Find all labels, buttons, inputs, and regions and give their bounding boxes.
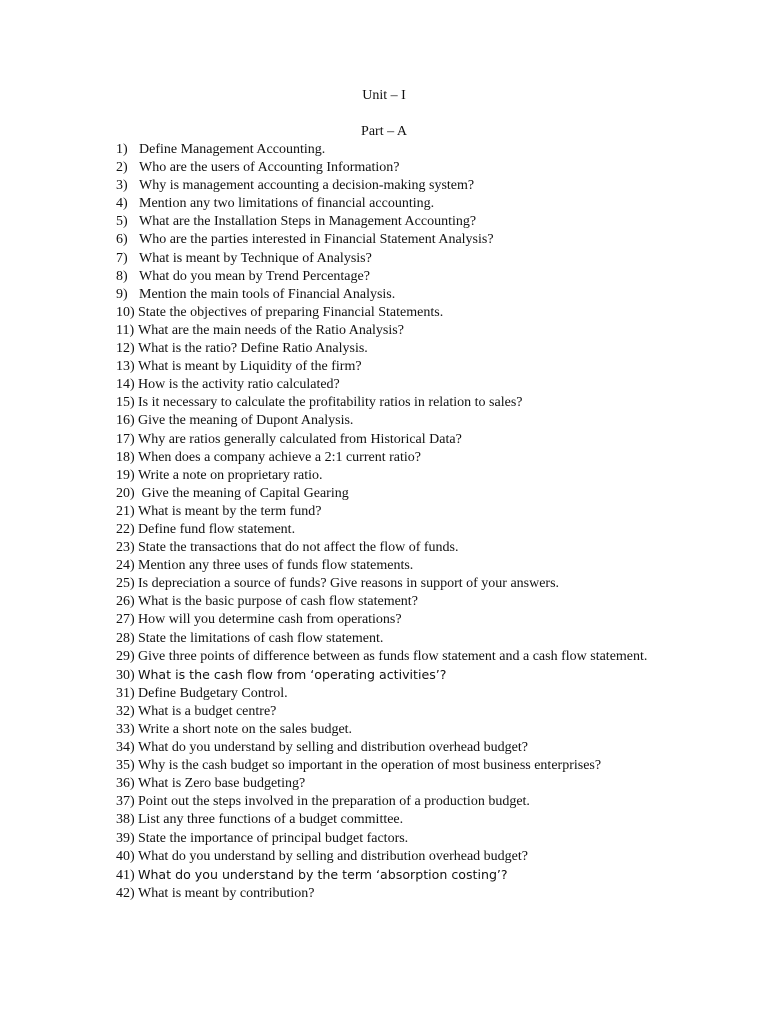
question-number: 18)	[116, 449, 135, 465]
question-text: Who are the parties interested in Financial Statement Analysis?	[139, 232, 494, 248]
question-text: State the limitations of cash flow statement.	[138, 630, 384, 646]
question-item	[116, 340, 676, 358]
question-text: Write a note on proprietary ratio.	[138, 467, 323, 483]
question-number: 25)	[116, 576, 135, 592]
question-number: 37)	[116, 794, 135, 810]
question-number: 14)	[116, 377, 135, 393]
question-number: 15)	[116, 395, 135, 411]
question-item	[116, 250, 676, 268]
question-list	[116, 141, 676, 903]
question-number: 16)	[116, 413, 135, 429]
question-text: Mention any two limitations of financial accounting.	[139, 196, 435, 212]
question-text: Give the meaning of Dupont Analysis.	[138, 413, 354, 429]
question-number: 10)	[116, 304, 135, 320]
question-number: 20)	[116, 485, 135, 501]
question-number: 23)	[116, 540, 135, 556]
question-number: 42)	[116, 885, 135, 901]
question-text: What do you understand by selling and distribution overhead budget?	[138, 740, 528, 756]
question-text: State the transactions that do not affect the flow of funds.	[138, 540, 459, 556]
question-text: What do you mean by Trend Percentage?	[139, 268, 370, 284]
question-number: 22)	[116, 521, 135, 537]
question-text: What are the main needs of the Ratio Analysis?	[138, 322, 404, 338]
question-item	[116, 286, 676, 304]
question-text: Define Management Accounting.	[139, 142, 326, 157]
question-item	[116, 866, 676, 885]
question-item	[116, 358, 676, 376]
question-text: Give three points of difference between as funds flow statement and a cash flow statement.	[138, 648, 648, 664]
question-item	[116, 703, 676, 721]
question-item	[116, 159, 676, 177]
question-item	[116, 793, 676, 811]
unit-title: Unit – I	[362, 88, 406, 103]
question-number: 35)	[116, 758, 135, 774]
question-item	[116, 467, 676, 485]
question-item	[116, 593, 676, 611]
question-number: 2)	[116, 160, 128, 176]
question-item	[116, 141, 676, 159]
question-item	[116, 739, 676, 757]
question-text: Is it necessary to calculate the profitability ratios in relation to sales?	[138, 395, 523, 411]
question-item	[116, 485, 676, 503]
question-number: 29)	[116, 648, 135, 664]
question-text: Why is management accounting a decision-making system?	[139, 178, 475, 194]
question-item	[116, 322, 676, 340]
question-number: 24)	[116, 558, 135, 574]
question-number: 4)	[116, 196, 128, 212]
question-item	[116, 412, 676, 430]
question-text: What is meant by Liquidity of the firm?	[138, 359, 362, 375]
question-item	[116, 885, 676, 903]
question-text: What is meant by contribution?	[138, 885, 315, 901]
question-text: When does a company achieve a 2:1 current ratio?	[138, 449, 421, 465]
question-number: 28)	[116, 630, 135, 646]
question-item	[116, 757, 676, 775]
question-text: State the objectives of preparing Financial Statements.	[138, 304, 444, 320]
question-number: 7)	[116, 250, 128, 266]
question-item	[116, 177, 676, 195]
question-text: Mention the main tools of Financial Analysis.	[139, 286, 396, 302]
question-text: Define fund flow statement.	[138, 521, 296, 537]
question-number: 36)	[116, 776, 135, 792]
question-number: 26)	[116, 594, 135, 610]
question-number: 5)	[116, 214, 128, 230]
question-item	[116, 431, 676, 449]
question-item	[116, 213, 676, 231]
question-text: Define Budgetary Control.	[138, 685, 288, 701]
question-text: Who are the users of Accounting Information?	[139, 160, 400, 176]
question-number: 11)	[116, 322, 135, 338]
question-item	[116, 721, 676, 739]
question-number: 3)	[116, 178, 128, 194]
question-item	[116, 231, 676, 249]
question-text: How will you determine cash from operations?	[138, 612, 402, 628]
question-number: 13)	[116, 359, 135, 375]
question-item	[116, 630, 676, 648]
question-item	[116, 376, 676, 394]
question-text: State the importance of principal budget factors.	[138, 830, 409, 846]
question-number: 34)	[116, 740, 135, 756]
question-item	[116, 268, 676, 286]
question-item	[116, 848, 676, 866]
question-text: What are the Installation Steps in Management Accounting?	[139, 214, 477, 230]
question-number: 17)	[116, 431, 135, 447]
question-number: 8)	[116, 268, 128, 284]
question-number: 41)	[116, 867, 135, 883]
question-text: What is a budget centre?	[138, 703, 277, 719]
question-item	[116, 557, 676, 575]
question-text: Why are ratios generally calculated from Historical Data?	[138, 431, 462, 447]
question-item	[116, 611, 676, 629]
question-number: 21)	[116, 503, 135, 519]
question-number: 40)	[116, 848, 135, 864]
question-item	[116, 666, 676, 685]
question-number: 27)	[116, 612, 135, 628]
question-item	[116, 775, 676, 793]
question-number: 31)	[116, 685, 135, 701]
part-title: Part – A	[361, 124, 407, 139]
question-number: 32)	[116, 703, 135, 719]
question-text: What is the basic purpose of cash flow statement?	[138, 594, 418, 610]
question-item	[116, 685, 676, 703]
question-text: Why is the cash budget so important in the operation of most business enterprises?	[138, 758, 602, 774]
question-text: Is depreciation a source of funds? Give reasons in support of your answers.	[138, 576, 560, 592]
question-item	[116, 503, 676, 521]
question-number: 19)	[116, 467, 135, 483]
question-item	[116, 830, 676, 848]
question-text: What do you understand by selling and distribution overhead budget?	[138, 848, 528, 864]
question-text: List any three functions of a budget committee.	[138, 812, 404, 828]
question-text: Give the meaning of Capital Gearing	[138, 485, 349, 501]
question-text: How is the activity ratio calculated?	[138, 377, 340, 393]
question-number: 12)	[116, 341, 135, 357]
question-text: What is the ratio? Define Ratio Analysis.	[138, 341, 368, 357]
question-item	[116, 811, 676, 829]
question-number: 38)	[116, 812, 135, 828]
question-item	[116, 304, 676, 322]
question-number: 30)	[116, 667, 135, 683]
question-text: Mention any three uses of funds flow statements.	[138, 558, 414, 574]
question-number: 33)	[116, 722, 135, 737]
question-text: What is the cash flow from ‘operating activities’?	[138, 666, 447, 682]
question-text: What is meant by Technique of Analysis?	[139, 250, 372, 266]
question-text: Point out the steps involved in the preparation of a production budget.	[138, 794, 530, 810]
question-number: 9)	[116, 286, 128, 302]
question-number: 1)	[116, 142, 128, 157]
question-item	[116, 539, 676, 557]
question-text: Write a short note on the sales budget.	[138, 722, 353, 737]
question-item	[116, 575, 676, 593]
question-number: 6)	[116, 232, 128, 248]
question-item	[116, 394, 676, 412]
question-item	[116, 449, 676, 467]
question-item	[116, 521, 676, 539]
question-item	[116, 648, 676, 666]
question-text: What do you understand by the term ‘absorption costing’?	[138, 866, 508, 882]
question-text: What is meant by the term fund?	[138, 503, 322, 519]
question-item	[116, 195, 676, 213]
question-text: What is Zero base budgeting?	[138, 776, 306, 792]
question-number: 39)	[116, 830, 135, 846]
